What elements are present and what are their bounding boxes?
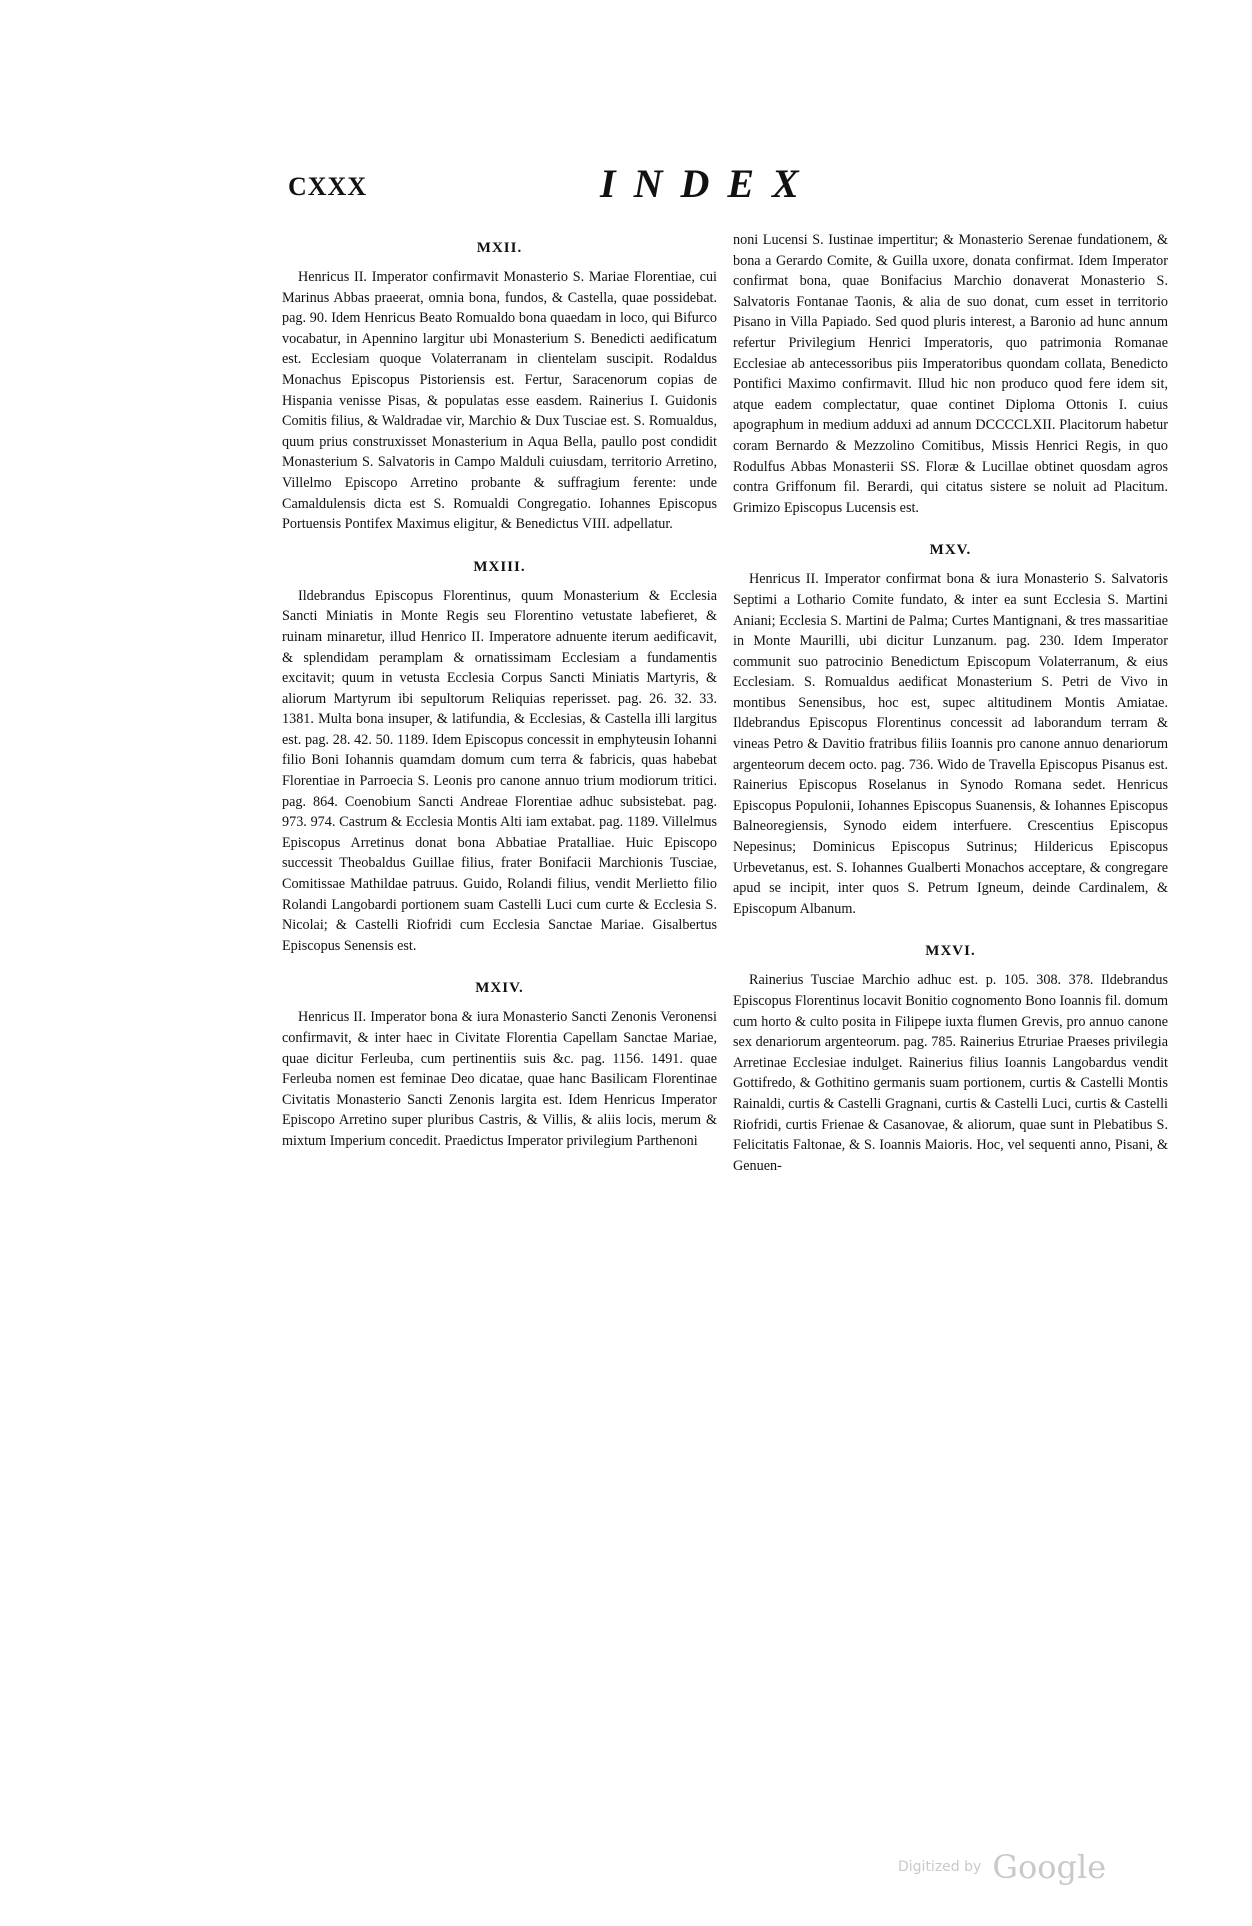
entry-text: noni Lucensi S. Iustinae impertitur; & Monasterio Serenae fundationem, & bona a Gerardo Comite, & Guilla uxore, donata confirmat. Idem Imperator confirmat bona, quae Bonifacius Marchio donaverat Monasterio S. Salvatoris Fontanae Taonis, & alia de suo donat, cum esset in territorio Pisano in Villa Papiado. Sed quod pluris interest, a Baronio ad hunc annum refertur Privilegium Henrici Imperatoris, quo patrimonia Romanae Ecclesiae ab antecessoribus piis Imperatoribus quondam collata, Benedicto Pontifici Maximo confirmavit. Illud hic non produco quod fere idem sit, atque eadem complectatur, quae continet Diploma Ottonis I. cuius apographum in medium adduxi ad annum DCCCCLXII. Placitorum habetur coram Bernardo & Mezzolino Comitibus, Missis Henrici Regis, in quo Rodulfus Abbas Monasterii SS. Floræ & Lucillae obtinet quosdam agros contra Griffonum fil. Berardi, qui citatus sistere se noluit ad Placitum. Grimizo Episcopus Lucensis est. — [733, 232, 1168, 516]
index-entry-continued — [733, 230, 1168, 518]
entry-heading: MXII. — [476, 240, 523, 256]
google-logo: Google — [992, 1848, 1107, 1886]
index-entry — [282, 980, 717, 1151]
entry-text: Ildebrandus Episcopus Florentinus, quum Monasterium & Ecclesia Sancti Miniatis in Monte Regis seu Florentino vetustate labefieret, & ruinam minaretur, illud Henrico II. Imperatore adnuente iterum aedificavit, & splendidam peramplam & ornatissimam Ecclesiam a fundamentis excitavit; quum in vetusta Ecclesia Corpus Sancti Miniatis Martyris, & aliorum Martyrum ibi sepultorum Reliquias reperisset. pag. 26. 32. 33. 1381. Multa bona insuper, & latifundia, & Ecclesias, & Castella illi largitus est. pag. 28. 42. 50. 1189. Idem Episcopus concessit in emphyteusin Iohanni filio Boni Iohannis quamdam domum cum terra & fabricis, quas habebat Florentiae in Parroecia S. Leonis pro canone annuo trium modiorum tritici. pag. 864. Coenobium Sancti Andreae Florentiae adhuc subsistebat. pag. 973. 974. Castrum & Ecclesia Montis Alti iam extabat. pag. 1189. Villelmus Episcopus Arretinus donat bona Abbatiae Pratalliae. Huic Episcopo successit Theobaldus Guillae filius, frater Bonifacii Marchionis Tusciae, Comitissae Mathildae patruus. Guido, Rolandi filius, vendit Merlietto filio Rolandi Langobardi portionem suam Castelli Luci cum curte & Ecclesia S. Nicolai; & Castelli Riofridi cum Ecclesia Sanctae Mariae. Gisalbertus Episcopus Senensis est. — [282, 587, 717, 954]
running-title: INDEX — [600, 161, 817, 206]
entry-text: Henricus II. Imperator bona & iura Monasterio Sancti Zenonis Veronensi confirmavit, & inter haec in Civitate Florentia Capellam Sanctae Mariae, quae dicitur Ferleuba, cum pertinentiis suis &c. pag. 1156. 1491. quae Ferleuba nomen est feminae Deo dicatae, quae hanc Basilicam Florentinae Civitatis Monasterio Sancti Zenonis largita est. Idem Henricus Imperator Episcopo Arretino super pluribus Castris, & Villis, & aliis locis, merum & mixtum Imperium concedit. Praedictus Imperator privilegium Parthenoni — [282, 1009, 717, 1149]
entry-heading: MXV. — [929, 542, 972, 559]
index-entry — [282, 240, 717, 535]
entry-text: Henricus II. Imperator confirmat bona & iura Monasterio S. Salvatoris Septimi a Lothario Comite fundato, & inter ea sunt Ecclesia S. Martini Aniani; Ecclesia S. Martini de Palma; Curtes Mantignani, & tres massaritiae in Monte Maurilli, ubi dicitur Lunzanum. pag. 230. Idem Imperator communit suo patrocinio Benedictum Episcopum Volaterranum, & eius Ecclesiam. S. Romualdus aedificat Monasterium S. Petri de Vivo in montibus Senensibus, hoc est, supec altitudinem Montis Amiatae. Ildebrandus Episcopus Florentinus concessit ad laborandum terram & vineas Petro & Davitio fratribus filiis Ioannis pro canone annuo denariorum argenteorum decem octo. pag. 736. Wido de Travella Episcopus Pisanus est. Rainerius Episcopus Roselanus in Synodo Romana sedet. Henricus Episcopus Populonii, Iohannes Episcopus Suanensis, & Iohannes Episcopus Balneoregiensis, Synodo eidem interfuere. Crescentius Episcopus Nepesinus; Dominicus Episcopus Sutrinus; Hildericus Episcopus Urbevetanus, est. S. Iohannes Gualberti Monachos acceptare, & congregare apud se incipit, inter quos S. Petrum Igneum, deinde Cardinalem, & Episcopum Albanum. — [733, 571, 1168, 917]
folio-number: CXXX — [288, 172, 368, 201]
entry-heading: MXVI. — [925, 943, 976, 960]
index-entry — [733, 943, 1168, 1176]
index-entry — [282, 559, 717, 957]
entry-text: Henricus II. Imperator confirmavit Monasterio S. Mariae Florentiae, cui Marinus Abbas praeerat, omnia bona, fundos, & Castella, quae possidebat. pag. 90. Idem Henricus Beato Romualdo bona quaedam in loco, qui Bifurco vocabatur, in Apennino largitur ubi Monasterium S. Benedicti aedificatum est. Ecclesiam quoque Volaterranam in clientelam suscipit. Rodaldus Monachus Episcopus Pistoriensis est. Fertur, Saracenorum copias de Hispania venisse Pisas, & populatas esse easdem. Rainerius I. Guidonis Comitis filius, & Waldradae vir, Marchio & Dux Tusciae est. S. Romualdus, quum prius construxisset Monasterium in Aqua Bella, paullo post condidit Monasterium S. Salvatoris in Campo Malduli cuiusdam, territorio Arretino, Villelmo Episcopo Arretino probante & suffragium ferente: unde Camaldulensis dicta est S. Romualdi Congregatio. Iohannes Episcopus Portuensis Pontifex Maximus eligitur, & Benedictus VIII. adpellatur. — [282, 269, 717, 533]
left-column — [282, 230, 717, 1176]
page-header — [0, 160, 1252, 210]
entry-heading: MXIII. — [473, 558, 526, 575]
entry-text: Rainerius Tusciae Marchio adhuc est. p. 105. 308. 378. Ildebrandus Episcopus Florentinus locavit Bonitio cognomento Bono Ioannis fil. domum cum horto & culto posita in Filipepe iuxta flumen Grevis, pro annuo canone sex denariorum argenteorum. pag. 785. Rainerius Etruriae Praeses privilegia Arretinae Ecclesiae indulget. Rainerius filius Ioannis Langobardus vendit Gottifredo, & Gothitino germanis suam portionem, curtis & Castelli Montis Rainaldi, curtis & Castelli Gragnani, curtis & Castelli Luci, curtis & Castelli Riofridi, curtis Frienae & Casanovae, & aliorum, quae sunt in Plebatibus S. Felicitatis Faltonae, & S. Ioannis Maioris. Hoc, vel sequenti anno, Pisani, & Genuen- — [733, 972, 1168, 1174]
right-column — [733, 230, 1168, 1200]
digitized-watermark — [898, 1848, 1106, 1886]
index-entry — [733, 542, 1168, 919]
entry-heading: MXIV. — [475, 980, 524, 997]
watermark-caption: Digitized by — [898, 1859, 982, 1875]
